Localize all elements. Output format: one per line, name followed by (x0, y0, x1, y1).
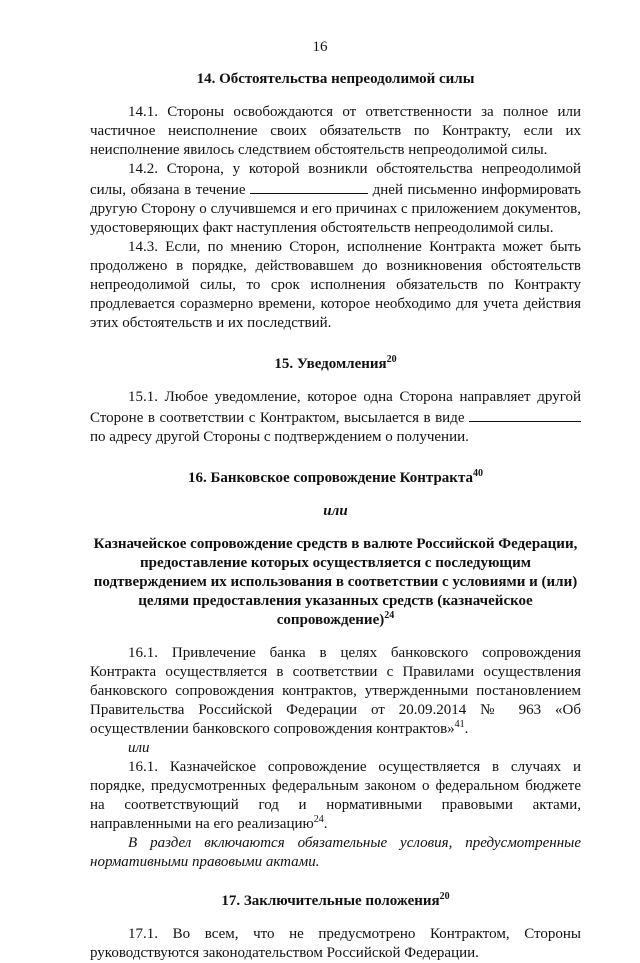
paragraph-14-2 (90, 160, 581, 238)
section-16-alt-title (90, 535, 581, 630)
section-17-title (90, 892, 581, 911)
section-16-title (90, 469, 581, 488)
notice-form-blank-field (469, 407, 581, 422)
days-blank-field (250, 179, 368, 194)
paragraph-14-2-end: дней письменно информировать другую Сторону о случившемся и его причинах с приложением документов, удостоверяющих факт наступления обстоятельств непреодолимой силы. (90, 182, 582, 236)
paragraph-14-3: 14.3. Если, по мнению Сторон, исполнение Контракта может быть продолжено в порядке, действовавшем до возникновения обстоятельств непреодолимой силы, то срок исполнения обязательств по Контракту продлевается соразмерно времени, которое необходимо для учета действия этих обстоятельств и их последствий. (90, 239, 581, 331)
paragraph-14-2-start: 14.2. Сторона, у которой возникли обстоятельства непреодолимой силы, обязана в течение (90, 161, 581, 198)
paragraph-15-1-start: 15.1. Любое уведомление, которое одна Сторона направляет другой Стороне в соответствии с Контрактом, высылается в виде (90, 389, 581, 426)
paragraph-15-1 (90, 388, 581, 447)
section-16-title-text: 16. Банковское сопровождение Контракта (188, 470, 473, 486)
paragraph-16-1-bank: 16.1. Привлечение банка в целях банковского сопровождения Контракта осуществляется в соответствии с Правилами осуществления банковского сопровождения контрактов, утвержденными постановлением Правительства Российской Федерации от 20.09.2014 № 963 «Об осуществлении банковского сопровождения контрактов»$^{41}$. (90, 645, 581, 737)
paragraph-16-1-bank-text: 16.1. Привлечение банка в целях банковского сопровождения Контракта осуществляется в соответствии с Правилами осуществления банковского сопровождения контрактов, утвержденными постановлением Правительства Российской Федерации от 20.09.2014 № 963 «Об осуществлении банковского сопровождения контрактов» (90, 645, 581, 737)
paragraph-16-1-treasury-text: 16.1. Казначейское сопровождение осуществляется в случаях и порядке, предусмотренных федеральным законом о федеральном бюджете на соответствующий год и нормативными правовыми актами, направленными на его реализацию (90, 759, 581, 832)
alternative-separator-plain: или (128, 740, 150, 756)
section-note: В раздел включаются обязательные условия, предусмотренные нормативными правовыми актами. (90, 835, 581, 870)
page-content (90, 70, 581, 963)
page-number: 16 (312, 39, 328, 55)
section-14-title: 14. Обстоятельства непреодолимой силы (196, 71, 475, 87)
section-17-title-text: 17. Заключительные положения (221, 893, 440, 909)
section-16-alt-title-text: Казначейское сопровождение средств в валюте Российской Федерации, предоставление которых осуществляется с последующим подтверждением их использования в соответствии с условиями и (или) целями предоставления указанных средств (казначейское сопровождение) (93, 536, 578, 628)
paragraph-16-1-treasury: 16.1. Казначейское сопровождение осуществляется в случаях и порядке, предусмотренных федеральным законом о федеральном бюджете на соответствующий год и нормативными правовыми актами, направленными на его реализацию$^{24}$. (90, 759, 581, 832)
section-15-title-text: 15. Уведомления (274, 356, 387, 372)
paragraph-17-1: 17.1. Во всем, что не предусмотрено Контрактом, Стороны руководствуются законодательством Российской Федерации. (90, 926, 581, 961)
footnote-ref: 41 (454, 719, 465, 730)
footnote-ref: 24 (384, 610, 395, 621)
footnote-ref: 40 (473, 468, 483, 479)
footnote-ref: 20 (386, 354, 397, 365)
paragraph-15-1-end: по адресу другой Стороны с подтверждением о получении. (90, 429, 469, 445)
paragraph-14-1: 14.1. Стороны освобождаются от ответственности за полное или частичное неисполнение своих обязательств по Контракту, если их неисполнение явилось следствием обстоятельств непреодолимой силы. (90, 104, 581, 158)
alternative-separator: или (323, 503, 348, 519)
footnote-ref: 20 (439, 891, 450, 902)
section-15-title (90, 355, 581, 374)
footnote-ref: 24 (313, 814, 324, 825)
